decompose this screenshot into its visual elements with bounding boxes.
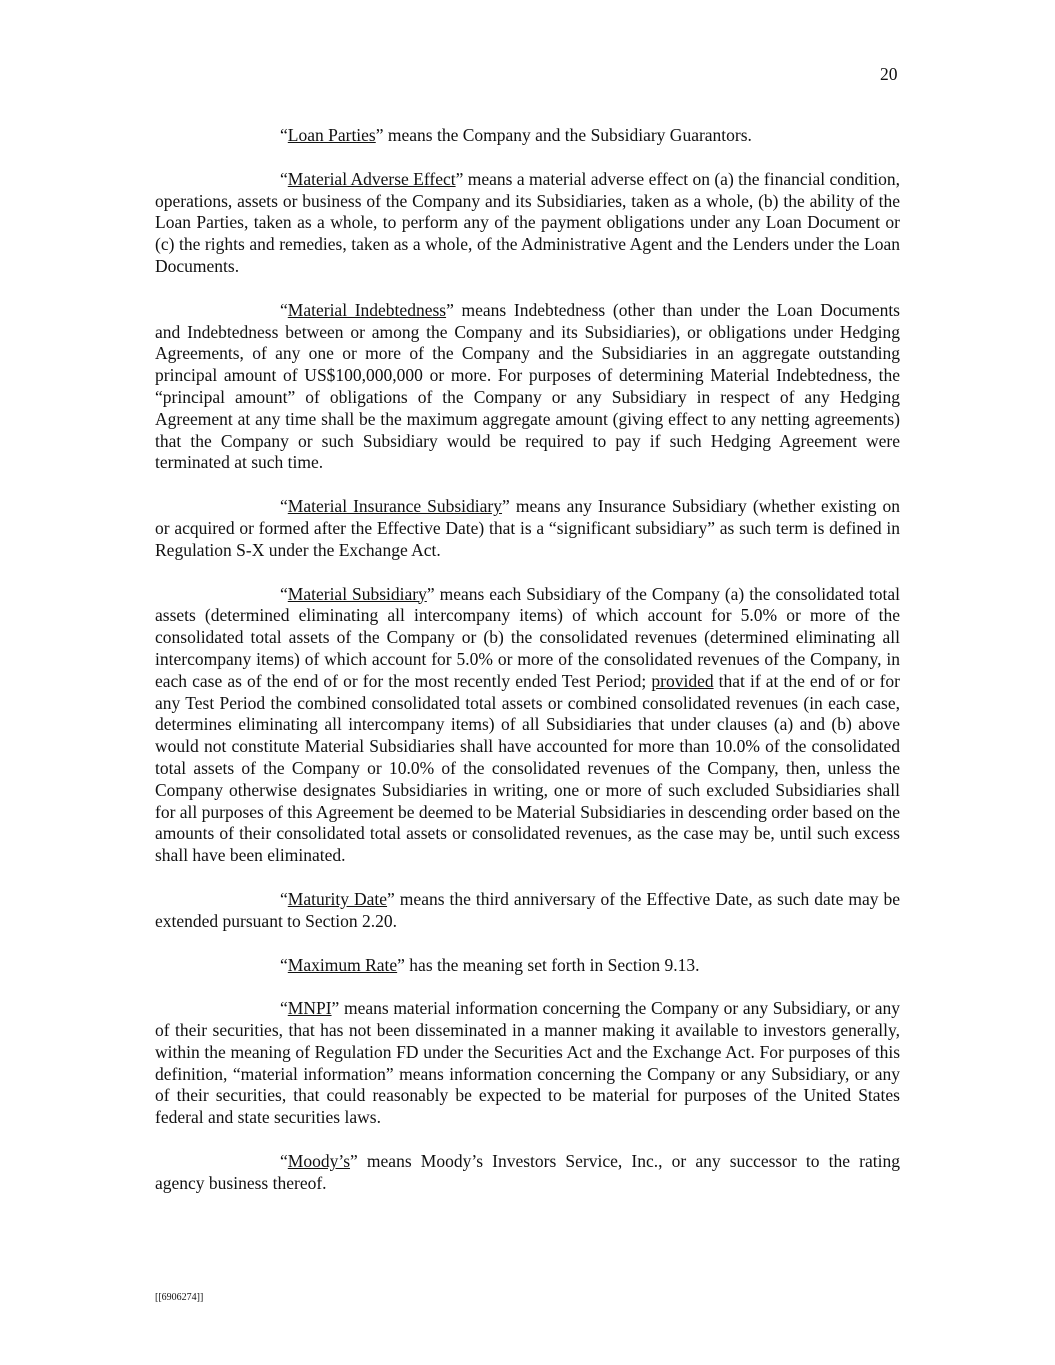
close-quote: ” <box>502 496 510 517</box>
open-quote: “ <box>280 1151 288 1172</box>
definitions-section <box>155 125 900 1217</box>
close-quote: ” <box>397 954 405 975</box>
defined-term: MNPI <box>287 998 332 1019</box>
close-quote: ” <box>375 125 384 145</box>
definition-text: means Moody’s Investors Service, Inc., or any successor to the rating agency business thereof. <box>155 1151 900 1193</box>
defined-term: Maturity Date <box>287 888 388 909</box>
definition-material-adverse-effect <box>155 169 900 278</box>
defined-term: Moody’s <box>287 1151 351 1172</box>
close-quote: ” <box>426 583 435 604</box>
defined-term: Material Indebtedness <box>287 299 447 320</box>
definition-material-insurance-subsidiary <box>155 496 900 561</box>
open-quote: “ <box>280 888 288 909</box>
definition-material-subsidiary <box>155 584 900 867</box>
definition-text-continued: that if at the end of or for any Test Period the combined consolidated total assets or combined consolidated revenues (in each case, determines eliminating all intercompany items) of all Subsidiaries that under clauses (a) and (b) above would not constitute Material Subsidiaries shall have accounted for more than 10.0% of the consolidated total assets of the Company or 10.0% of the consolidated revenues of the Company, then, unless the Company otherwise designates Subsidiaries in writing, one or more of such excluded Subsidiaries shall for all purposes of this Agreement be deemed to be Material Subsidiaries in descending order based on the amounts of their consolidated total assets or consolidated revenues, as the case may be, until such excess shall have been eliminated. <box>155 670 900 866</box>
page-number: 20 <box>880 64 898 84</box>
defined-term: Maximum Rate <box>287 954 398 975</box>
definition-text: means any Insurance Subsidiary (whether existing on or acquired or formed after the Effective Date) that is a “significant subsidiary” as such term is defined in Regulation S-X under the Exchange Act. <box>155 496 900 560</box>
defined-term: Material Subsidiary <box>287 583 427 604</box>
definition-text: means material information concerning the Company or any Subsidiary, or any of their securities, that has not been disseminated in a manner making it available to investors generally, within the meaning of Regulation FD under the Securities Act and the Exchange Act. For purposes of this definition, “material information” means information concerning the Company or any Subsidiary, or any of their securities, that could reasonably be expected to be material for purposes of the United States federal and state securities laws. <box>155 998 900 1128</box>
open-quote: “ <box>280 125 288 145</box>
definition-maturity-date <box>155 889 900 933</box>
definition-moodys <box>155 1151 900 1195</box>
definition-text: has the meaning set forth in Section 9.13. <box>404 954 700 975</box>
open-quote: “ <box>280 168 288 189</box>
document-id-footer: [[6906274]] <box>155 1292 204 1303</box>
open-quote: “ <box>280 954 288 975</box>
definition-text: means Indebtedness (other than under the Loan Documents and Indebtedness between or among the Company and its Subsidiaries), or obligations under Hedging Agreements, of any one or more of the Company and the Subsidiaries in an aggregate outstanding principal amount of US$100,000,000 or more. For purposes of determining Material Indebtedness, the “principal amount” of obligations of the Company or any Subsidiary in respect of any Hedging Agreement at any time shall be the maximum aggregate amount (giving effect to any netting agreements) that the Company or such Subsidiary would be required to pay if such Hedging Agreement were terminated at such time. <box>155 299 900 473</box>
open-quote: “ <box>280 583 288 604</box>
open-quote: “ <box>280 998 288 1019</box>
close-quote: ” <box>446 299 454 320</box>
defined-term: Loan Parties <box>287 125 376 145</box>
close-quote: ” <box>455 168 464 189</box>
proviso-term: provided <box>651 670 714 691</box>
definition-text: means each Subsidiary of the Company (a) the consolidated total assets (determined eliminating all intercompany items) of which account for 5.0% or more of the consolidated total assets of the Company or (b) the consolidated revenues (determined eliminating all intercompany items) of which account for 5.0% or more of the consolidated revenues of the Company, in each case as of the end of or for the most recently ended Test Period; <box>155 583 900 691</box>
definition-text: means a material adverse effect on (a) the financial condition, operations, assets or business of the Company and its Subsidiaries, taken as a whole, (b) the ability of the Loan Parties, taken as a whole, to perform any of the payment obligations under any Loan Document or (c) the rights and remedies, taken as a whole, of the Administrative Agent and the Lenders under the Loan Documents. <box>155 168 900 276</box>
close-quote: ” <box>331 998 340 1019</box>
definition-loan-parties <box>155 125 900 147</box>
definition-mnpi <box>155 998 900 1129</box>
close-quote: ” <box>387 888 395 909</box>
definition-maximum-rate <box>155 955 900 977</box>
definition-text: means the third anniversary of the Effective Date, as such date may be extended pursuant to Section 2.20. <box>155 888 900 931</box>
defined-term: Material Adverse Effect <box>287 168 456 189</box>
definition-text: means the Company and the Subsidiary Guarantors. <box>383 125 752 145</box>
close-quote: ” <box>350 1151 358 1172</box>
open-quote: “ <box>280 496 288 517</box>
open-quote: “ <box>280 299 288 320</box>
definition-material-indebtedness <box>155 300 900 474</box>
defined-term: Material Insurance Subsidiary <box>287 496 503 517</box>
